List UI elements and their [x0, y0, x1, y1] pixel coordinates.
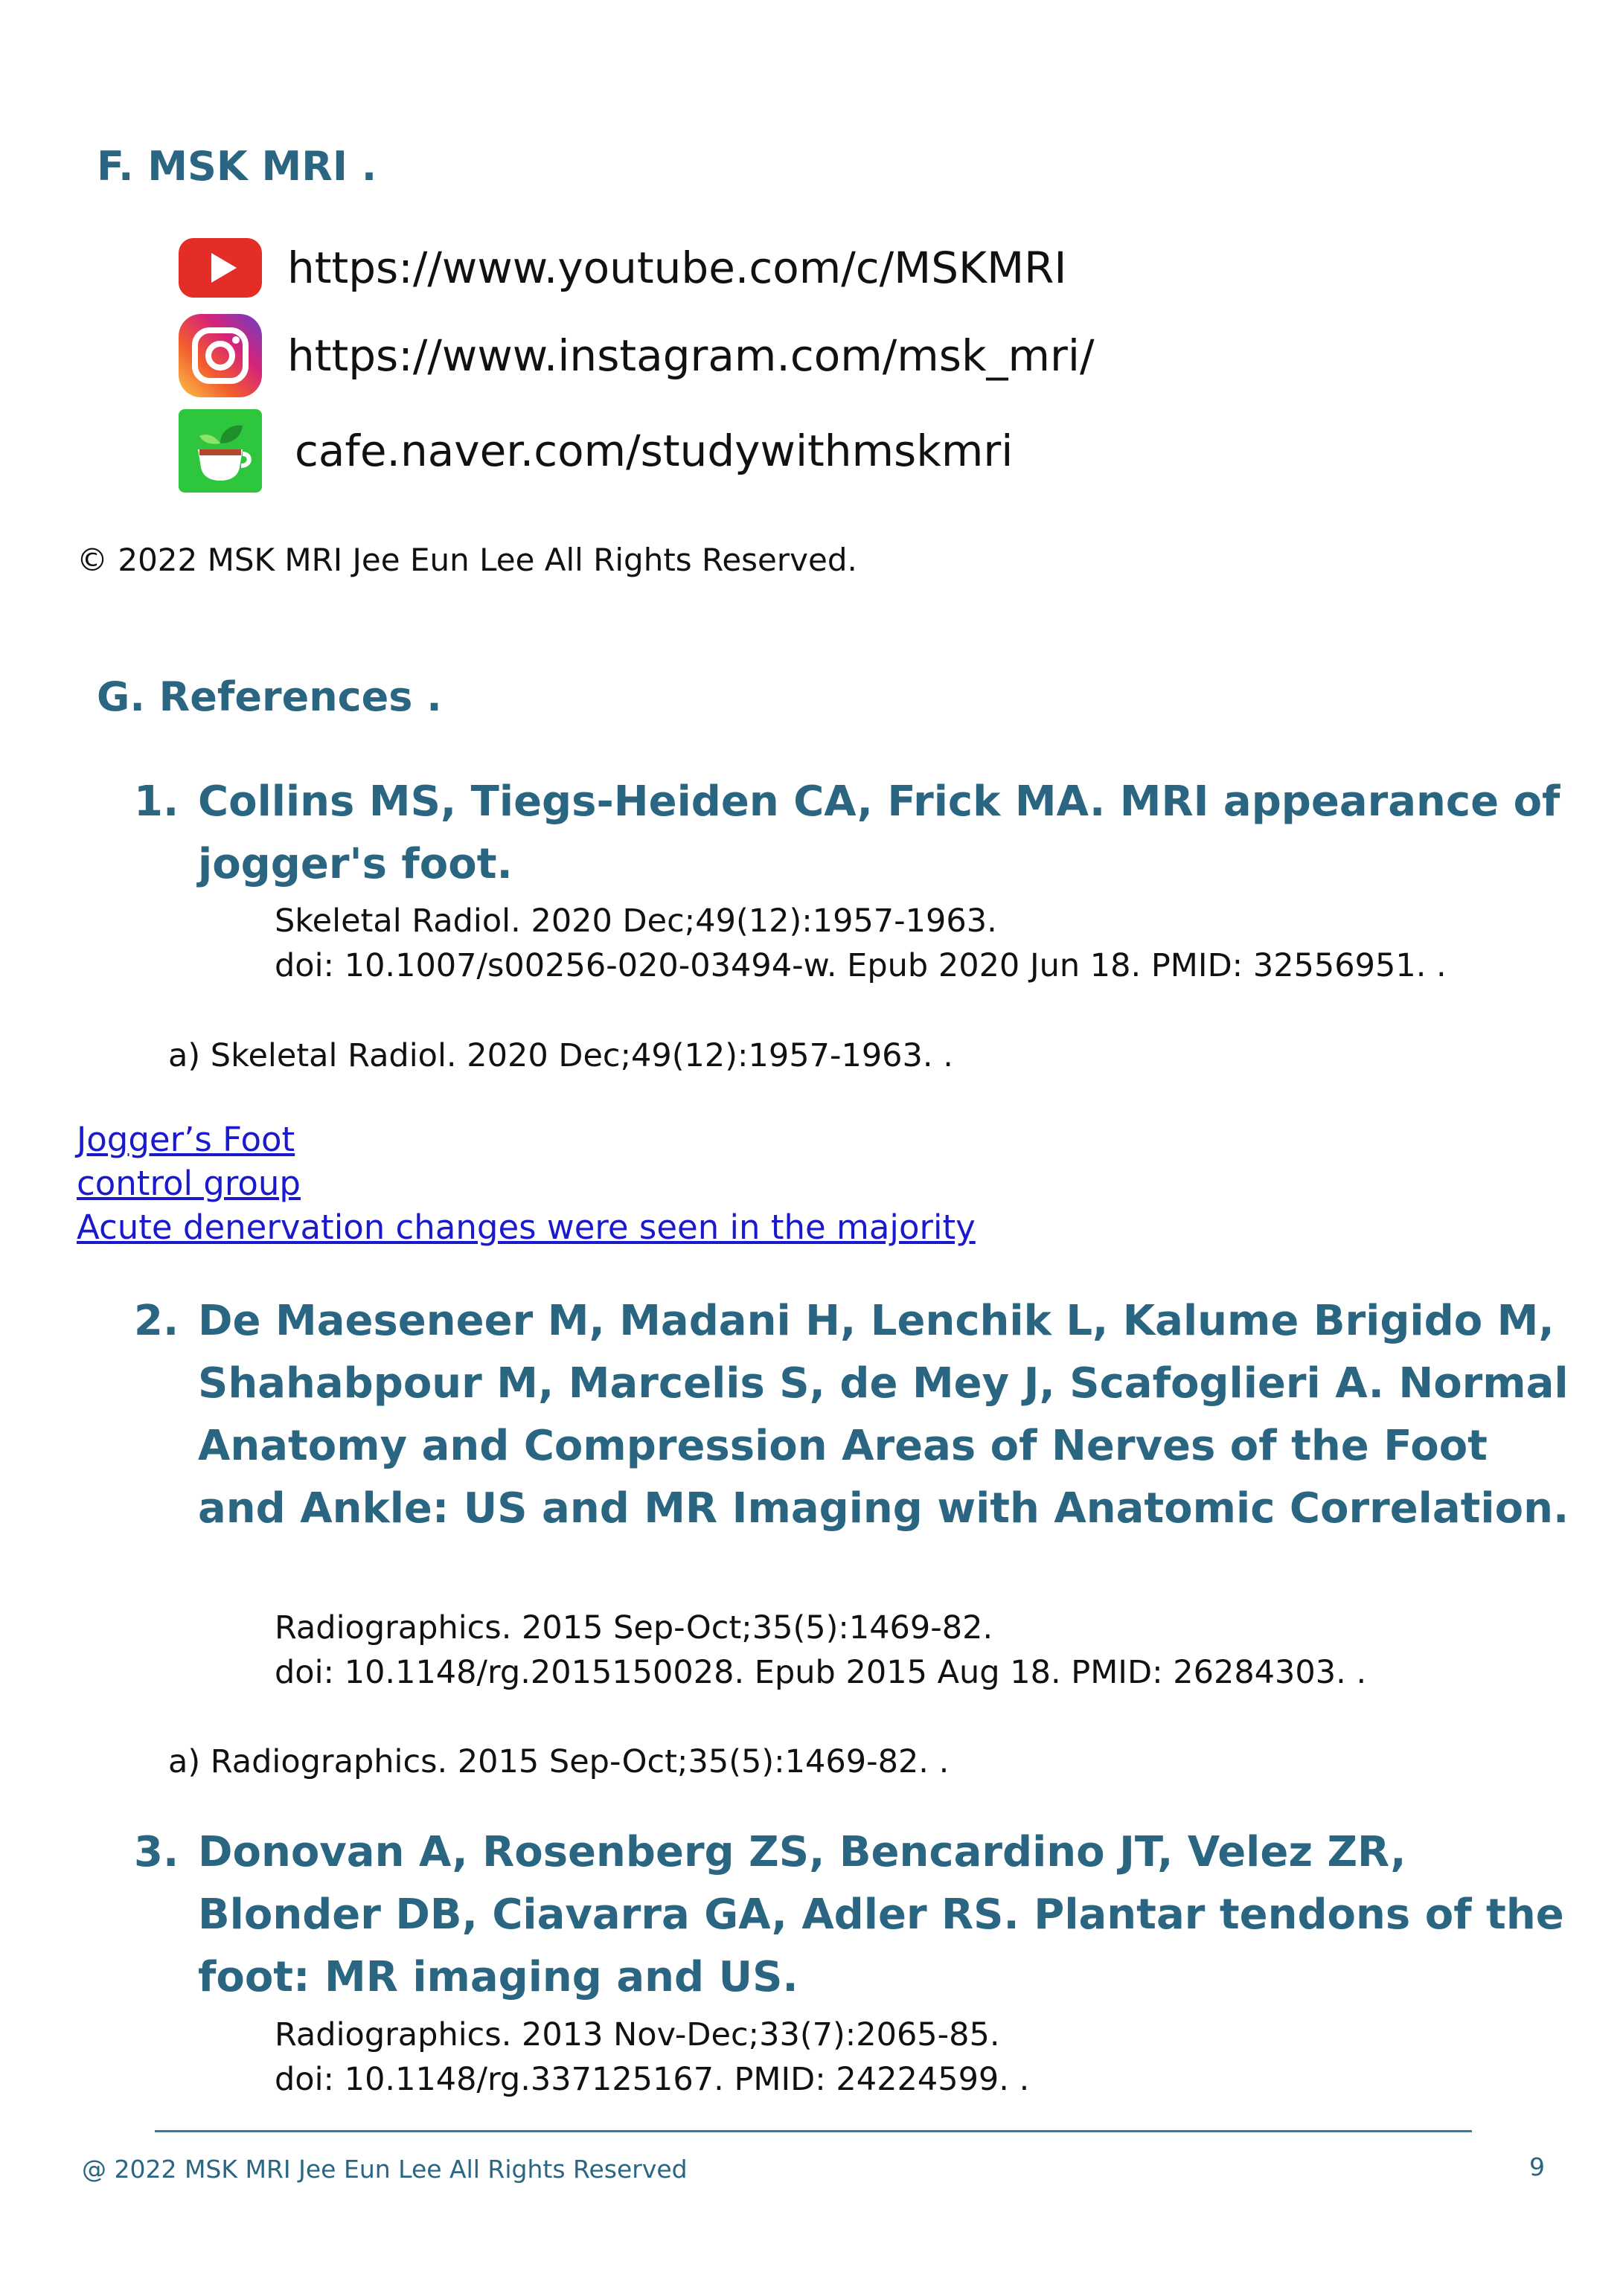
ref-3-journal: Radiographics. 2013 Nov-Dec;33(7):2065-85.: [275, 2016, 1000, 2053]
social-youtube[interactable]: [177, 223, 1067, 312]
ref-2-doi: doi: 10.1148/rg.2015150028. Epub 2015 Aug 18. PMID: 26284303. .: [275, 1654, 1367, 1691]
link-control-group[interactable]: control group: [77, 1164, 301, 1203]
youtube-icon: [177, 225, 263, 311]
ref-1-title: Collins MS, Tiegs-Heiden CA, Frick MA. MRI appearance of jogger's foot.: [198, 777, 1560, 888]
ref-3-doi: doi: 10.1148/rg.337125167. PMID: 24224599. .: [275, 2061, 1030, 2098]
ref-2-sub-item: a) Radiographics. 2015 Sep-Oct;35(5):1469-82. .: [168, 1743, 950, 1780]
section-g-heading: G. References .: [97, 673, 442, 720]
footer-copyright: @ 2022 MSK MRI Jee Eun Lee All Rights Reserved: [82, 2155, 688, 2184]
copyright-notice: © 2022 MSK MRI Jee Eun Lee All Rights Reserved.: [77, 542, 857, 578]
link-joggers-foot[interactable]: Jogger’s Foot: [77, 1120, 295, 1159]
ref-2-journal: Radiographics. 2015 Sep-Oct;35(5):1469-82.: [275, 1609, 993, 1646]
section-f-heading: F. MSK MRI .: [97, 143, 377, 190]
ref-3-number: 3.: [134, 1828, 179, 1876]
page-number: 9: [1529, 2152, 1545, 2181]
instagram-url[interactable]: https://www.instagram.com/msk_mri/: [287, 330, 1095, 381]
ref-1-number: 1.: [134, 777, 179, 826]
footer-rule: [155, 2130, 1472, 2132]
social-naver-cafe[interactable]: [177, 406, 1013, 496]
ref-2-number: 2.: [134, 1297, 179, 1345]
ref-1-journal: Skeletal Radiol. 2020 Dec;49(12):1957-1963.: [275, 902, 997, 940]
social-instagram[interactable]: [177, 311, 1095, 400]
link-acute-denervation[interactable]: Acute denervation changes were seen in the majority: [77, 1208, 976, 1247]
ref-1-doi: doi: 10.1007/s00256-020-03494-w. Epub 2020 Jun 18. PMID: 32556951. .: [275, 947, 1447, 984]
naver-cafe-icon: [177, 408, 263, 494]
ref-2-title: De Maeseneer M, Madani H, Lenchik L, Kalume Brigido M, Shahabpour M, Marcelis S, de Mey J, Scafoglieri A. Normal Anatomy and Compression Areas of Nerves of the Foot and Ankle: US and MR Imaging with Anatomic Correlation.: [198, 1297, 1569, 1533]
ref-1-sub-item: a) Skeletal Radiol. 2020 Dec;49(12):1957-1963. .: [168, 1037, 953, 1074]
ref-1-link-list: [77, 1117, 976, 1249]
naver-cafe-url[interactable]: cafe.naver.com/studywithmskmri: [295, 426, 1014, 476]
youtube-url[interactable]: https://www.youtube.com/c/MSKMRI: [287, 243, 1067, 293]
ref-3-title: Donovan A, Rosenberg ZS, Bencardino JT, Velez ZR, Blonder DB, Ciavarra GA, Adler RS. Plantar tendons of the foot: MR imaging and US.: [198, 1828, 1564, 2001]
instagram-icon: [177, 312, 263, 399]
